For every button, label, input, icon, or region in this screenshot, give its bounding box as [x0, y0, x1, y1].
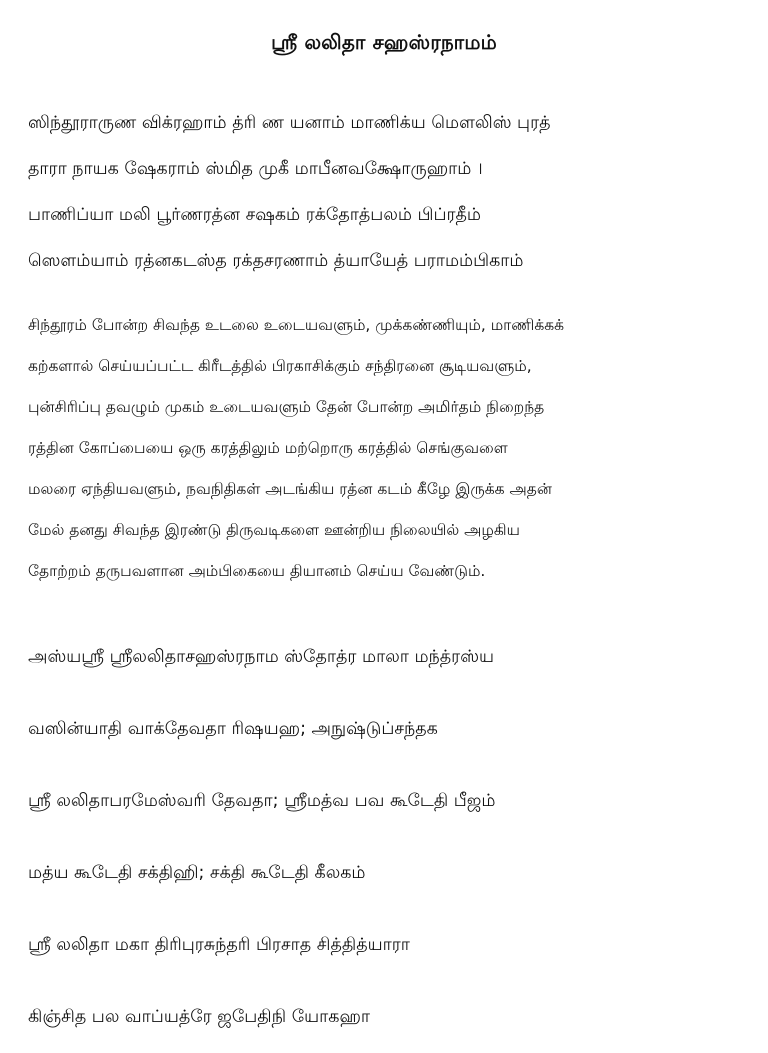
meaning-line: கற்களால் செய்யப்பட்ட கிரீடத்தில் பிரகாசிக்கும் சந்திரனை சூடியவளும், — [28, 357, 532, 375]
verse-line: ஸௌம்யாம் ரத்னகடஸ்த ரக்தசரணாம் த்யாயேத் பராமம்பிகாம் — [28, 251, 524, 271]
verse-line: பாணிப்யா மலி பூர்ணரத்ன சஷகம் ரக்தோத்பலம் பிப்ரதீம் — [28, 205, 481, 225]
mantra-line: ஶ்ரீ லலிதாபரமேஸ்வரி தேவதா; ஶ்ரீமத்வ பவ கூடேதி பீஜம் — [28, 791, 496, 811]
meaning-line: சிந்தூரம் போன்ற சிவந்த உடலை உடையவளும், முக்கண்ணியும், மாணிக்கக் — [28, 316, 565, 334]
meaning-paragraph — [28, 305, 740, 592]
verse-line: ஸிந்தூராருண விக்ரஹாம் த்ரி ண யனாம் மாணிக்ய மௌலிஸ் புரத் — [28, 113, 551, 133]
mantra-line: வஸின்யாதி வாக்தேவதா ரிஷயஹ; அநுஷ்டுப்சந்தக — [28, 719, 438, 739]
dhyana-verse — [28, 100, 740, 284]
verse-line: தாரா நாயக ஷேகராம் ஸ்மித முகீ மாபீனவக்ஷோருஹாம் । — [28, 159, 483, 179]
page-title: ஶ்ரீ லலிதா சஹஸ்ரநாமம் — [271, 30, 497, 54]
mantra-line: அஸ்யஶ்ரீ ஶ்ரீலலிதாசஹஸ்ரநாம ஸ்தோத்ர மாலா மந்த்ரஸ்ய — [28, 647, 495, 667]
mantra-section — [28, 621, 740, 1053]
mantra-line: ஶ்ரீ லலிதா மகா திரிபுரசுந்தரி பிரசாத சித்தித்யாரா — [28, 935, 410, 955]
meaning-line: மலரை ஏந்தியவளும், நவநிதிகள் அடங்கிய ரத்ன கடம் கீழே இருக்க அதன் — [28, 480, 552, 498]
meaning-line: மேல் தனது சிவந்த இரண்டு திருவடிகளை ஊன்றிய நிலையில் அழகிய — [28, 521, 520, 539]
mantra-line: கிஞ்சித பல வாப்யத்ரே ஜபேதிநி யோகஹா — [28, 1007, 371, 1027]
meaning-line: தோற்றம் தருபவளான அம்பிகையை தியானம் செய்ய வேண்டும். — [28, 562, 486, 580]
meaning-line: புன்சிரிப்பு தவழும் முகம் உடையவளும் தேன் போன்ற அமிர்தம் நிறைந்த — [28, 398, 545, 416]
mantra-line: மத்ய கூடேதி சக்திஹி; சக்தி கூடேதி கீலகம் — [28, 863, 366, 883]
meaning-line: ரத்தின கோப்பையை ஒரு கரத்திலும் மற்றொரு கரத்தில் செங்குவளை — [28, 439, 508, 457]
